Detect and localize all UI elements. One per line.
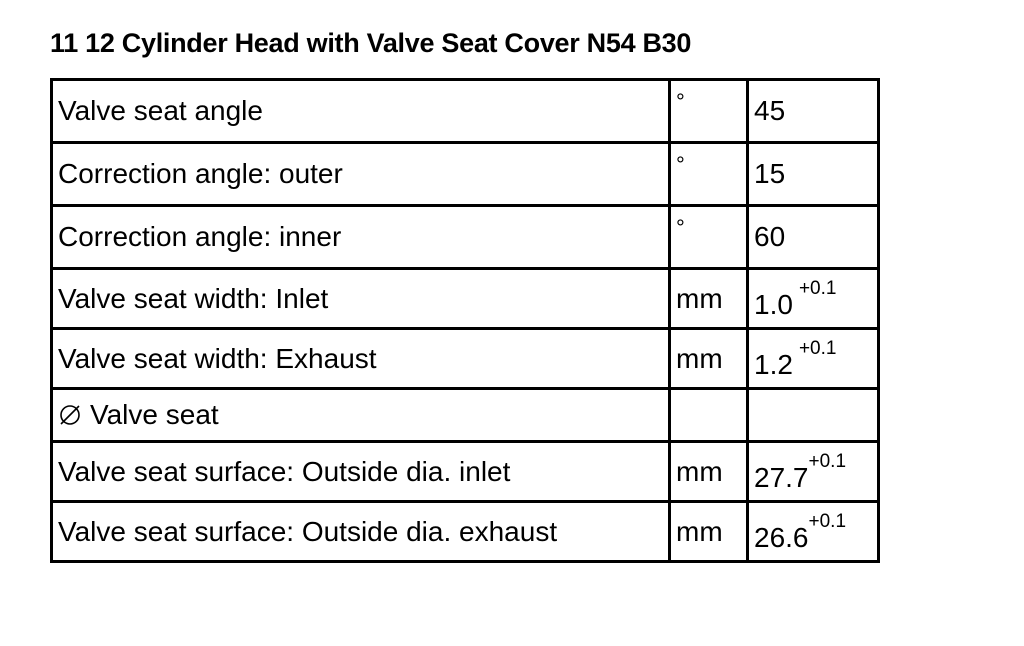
table-row (52, 442, 879, 502)
row-label-cell (52, 389, 670, 442)
row-tolerance: +0.1 (808, 450, 847, 472)
row-tolerance: +0.1 (798, 277, 837, 299)
table-row (52, 329, 879, 389)
row-label: Valve seat angle (52, 80, 670, 143)
table-row (52, 269, 879, 329)
table-row (52, 389, 879, 442)
row-label: Valve seat (90, 399, 219, 430)
row-value: 1.0 (754, 288, 793, 320)
row-value: 27.7 (754, 461, 809, 493)
row-unit (670, 389, 748, 442)
row-value-cell (748, 329, 879, 389)
row-unit: ° (670, 80, 748, 143)
row-unit: mm (670, 502, 748, 562)
table-row (52, 502, 879, 562)
row-label: Correction angle: inner (52, 206, 670, 269)
row-value: 45 (748, 80, 879, 143)
row-value (748, 389, 879, 442)
page-title: 11 12 Cylinder Head with Valve Seat Cover N54 B30 (50, 28, 692, 58)
row-tolerance: +0.1 (808, 510, 847, 532)
row-value: 26.6 (754, 521, 809, 553)
row-unit: mm (670, 269, 748, 329)
diameter-icon (58, 403, 82, 427)
row-value: 60 (748, 206, 879, 269)
row-label: Valve seat width: Inlet (52, 269, 670, 329)
row-label: Valve seat surface: Outside dia. inlet (52, 442, 670, 502)
row-unit: mm (670, 442, 748, 502)
row-label: Valve seat surface: Outside dia. exhaust (52, 502, 670, 562)
table-row (52, 80, 879, 143)
row-value: 1.2 (754, 348, 793, 380)
row-value-cell (748, 502, 879, 562)
spec-table (50, 78, 880, 563)
row-unit: ° (670, 143, 748, 206)
row-label: Valve seat width: Exhaust (52, 329, 670, 389)
row-value-cell (748, 442, 879, 502)
row-unit: ° (670, 206, 748, 269)
row-value-cell (748, 269, 879, 329)
table-row (52, 143, 879, 206)
table-row (52, 206, 879, 269)
row-value: 15 (748, 143, 879, 206)
row-unit: mm (670, 329, 748, 389)
row-label: Correction angle: outer (52, 143, 670, 206)
row-tolerance: +0.1 (798, 337, 837, 359)
